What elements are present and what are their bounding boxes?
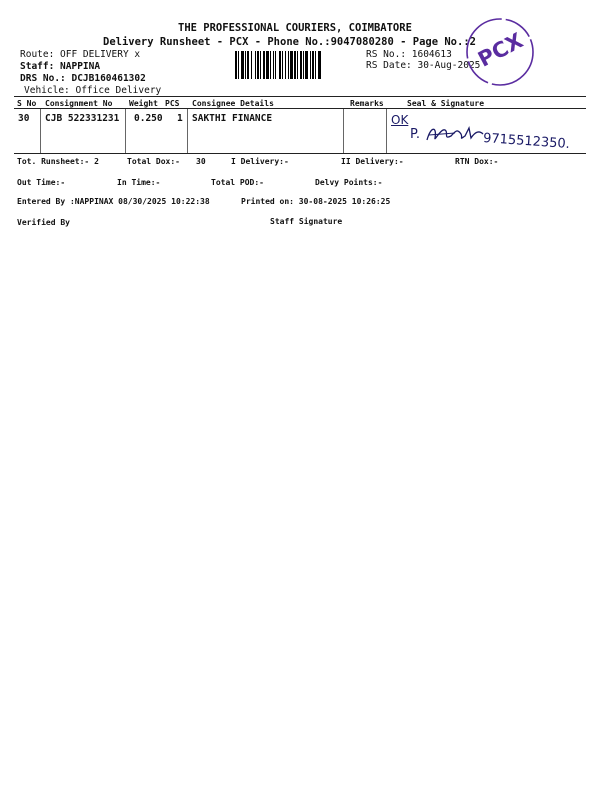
rs-number: RS No.: 1604613 (366, 49, 452, 60)
col-divider (386, 109, 387, 153)
col-seal-signature: Seal & Signature (407, 99, 485, 108)
tot-runsheet: Tot. Runsheet:- 2 (17, 157, 99, 166)
total-dox-label: Total Dox:- (127, 157, 180, 166)
rs-date: RS Date: 30-Aug-2025 (366, 60, 481, 71)
handwritten-signature-scribble (425, 124, 487, 146)
table-bottom-rule (14, 153, 586, 154)
row-pcs: 1 (177, 113, 183, 124)
runsheet-subtitle: Delivery Runsheet - PCX - Phone No.:9047080280 - Page No.:2 (103, 36, 476, 48)
stamp-text: PCX (474, 28, 527, 72)
out-time: Out Time:- (17, 178, 66, 187)
signature-phone: 9715512350. (482, 130, 571, 153)
barcode (235, 51, 363, 79)
staff-signature: Staff Signature (270, 217, 343, 226)
row-consignee: SAKTHI FINANCE (192, 113, 273, 124)
col-divider (125, 109, 126, 153)
rtn-dox: RTN Dox:- (455, 157, 499, 166)
ii-delivery: II Delivery:- (341, 157, 404, 166)
col-remarks: Remarks (350, 99, 384, 108)
entered-by: Entered By :NAPPINAX 08/30/2025 10:22:38 (17, 197, 210, 206)
row-weight: 0.250 (134, 113, 163, 124)
signature-ok: OK (391, 113, 409, 127)
verified-by: Verified By (17, 218, 70, 227)
col-divider (343, 109, 344, 153)
row-sno: 30 (18, 113, 30, 124)
signature-initial: P. (410, 127, 420, 142)
printed-on: Printed on: 30-08-2025 10:26:25 (241, 197, 391, 206)
col-pcs: PCS (165, 99, 180, 108)
delvy-points: Delvy Points:- (315, 178, 383, 187)
col-consignment: Consignment No (45, 99, 113, 108)
route-label: Route: OFF DELIVERY x (20, 49, 141, 60)
drs-number: DRS No.: DCJB160461302 (20, 73, 146, 84)
total-dox-value: 30 (196, 157, 206, 166)
col-weight: Weight (129, 99, 158, 108)
col-divider (40, 109, 41, 153)
table-top-rule (14, 96, 586, 97)
col-consignee: Consignee Details (192, 99, 274, 108)
table-header-rule (14, 108, 586, 109)
i-delivery: I Delivery:- (231, 157, 289, 166)
col-divider (187, 109, 188, 153)
col-sno: S No (17, 99, 37, 108)
in-time: In Time:- (117, 178, 161, 187)
pcx-stamp (464, 16, 536, 88)
total-pod: Total POD:- (211, 178, 264, 187)
staff-label: Staff: NAPPINA (20, 61, 101, 72)
vehicle-label: Vehicle: Office Delivery (24, 85, 162, 96)
company-title: THE PROFESSIONAL COURIERS, COIMBATORE (178, 22, 412, 34)
row-consignment-no: CJB 522331231 (45, 113, 120, 124)
